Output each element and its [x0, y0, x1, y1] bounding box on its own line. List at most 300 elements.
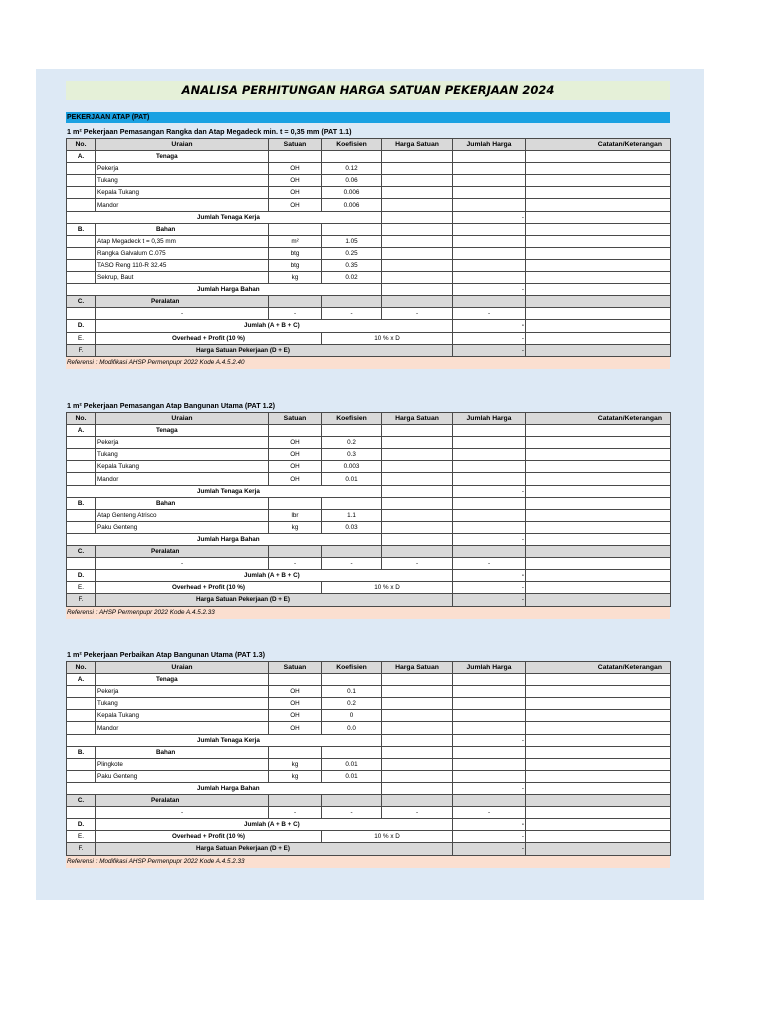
- item-unit[interactable]: OH: [269, 449, 322, 461]
- table-row: [67, 235, 671, 247]
- empty-cell[interactable]: [526, 461, 671, 473]
- empty-cell[interactable]: [453, 710, 526, 722]
- item-unit[interactable]: kg: [269, 770, 322, 782]
- empty-cell[interactable]: [67, 461, 96, 473]
- empty-cell[interactable]: [269, 425, 322, 437]
- empty-cell[interactable]: [526, 497, 671, 509]
- item-coefficient[interactable]: 0.01: [322, 758, 382, 770]
- item-coefficient[interactable]: 1.05: [322, 235, 382, 247]
- item-name[interactable]: Atap Megadeck t = 0,35 mm: [96, 235, 269, 247]
- empty-cell[interactable]: [67, 807, 96, 819]
- row-value[interactable]: -: [453, 332, 526, 344]
- table-row: [67, 272, 671, 284]
- empty-cell[interactable]: [382, 473, 453, 485]
- empty-cell[interactable]: [453, 698, 526, 710]
- empty-cell[interactable]: [526, 247, 671, 259]
- empty-cell[interactable]: [453, 746, 526, 758]
- item-name[interactable]: Paku Genteng: [96, 521, 269, 533]
- empty-cell[interactable]: [382, 259, 453, 271]
- empty-cell[interactable]: [526, 485, 671, 497]
- empty-cell[interactable]: [526, 151, 671, 163]
- item-name[interactable]: Pekerja: [96, 437, 269, 449]
- group-no[interactable]: B.: [67, 223, 96, 235]
- subtotal-value[interactable]: -: [453, 782, 526, 794]
- table-header-row: [67, 139, 671, 151]
- empty-cell[interactable]: [526, 320, 671, 332]
- empty-cell[interactable]: [382, 546, 453, 558]
- header-no[interactable]: No.: [67, 662, 96, 674]
- empty-cell[interactable]: [526, 533, 671, 545]
- row-value[interactable]: -: [453, 320, 526, 332]
- item-name[interactable]: Tukang: [96, 175, 269, 187]
- item-coefficient[interactable]: -: [322, 308, 382, 320]
- item-name[interactable]: -: [96, 807, 269, 819]
- empty-cell[interactable]: [453, 235, 526, 247]
- subtotal-value[interactable]: -: [453, 485, 526, 497]
- group-no[interactable]: A.: [67, 151, 96, 163]
- empty-cell[interactable]: [453, 795, 526, 807]
- item-coefficient[interactable]: 1.1: [322, 509, 382, 521]
- item-name[interactable]: Tukang: [96, 449, 269, 461]
- empty-cell[interactable]: [526, 509, 671, 521]
- item-total[interactable]: -: [453, 308, 526, 320]
- item-name[interactable]: Pekerja: [96, 686, 269, 698]
- empty-cell[interactable]: [382, 722, 453, 734]
- empty-cell[interactable]: [453, 296, 526, 308]
- subtotal-value[interactable]: -: [453, 734, 526, 746]
- empty-cell[interactable]: [526, 582, 671, 594]
- empty-cell[interactable]: [67, 272, 96, 284]
- empty-cell[interactable]: [67, 710, 96, 722]
- empty-cell[interactable]: [453, 175, 526, 187]
- subtotal-value[interactable]: -: [453, 284, 526, 296]
- empty-cell[interactable]: [67, 163, 96, 175]
- group-no[interactable]: A.: [67, 674, 96, 686]
- empty-cell[interactable]: [382, 163, 453, 175]
- table-row: [67, 521, 671, 533]
- empty-cell[interactable]: [67, 722, 96, 734]
- empty-cell[interactable]: [382, 437, 453, 449]
- empty-cell[interactable]: [453, 546, 526, 558]
- item-unit[interactable]: OH: [269, 163, 322, 175]
- item-name[interactable]: Tukang: [96, 698, 269, 710]
- empty-cell[interactable]: [382, 223, 453, 235]
- item-coefficient[interactable]: 0.01: [322, 473, 382, 485]
- item-total[interactable]: -: [453, 558, 526, 570]
- row-value[interactable]: -: [453, 582, 526, 594]
- empty-cell[interactable]: [67, 175, 96, 187]
- header-satuan[interactable]: Satuan: [269, 662, 322, 674]
- item-coefficient[interactable]: 0.0: [322, 722, 382, 734]
- empty-cell[interactable]: [526, 259, 671, 271]
- item-name[interactable]: Kepala Tukang: [96, 187, 269, 199]
- empty-cell[interactable]: [67, 259, 96, 271]
- empty-cell[interactable]: [322, 296, 382, 308]
- empty-cell[interactable]: [67, 187, 96, 199]
- empty-cell[interactable]: [453, 674, 526, 686]
- analysis-section: [66, 400, 670, 619]
- item-coefficient[interactable]: -: [322, 807, 382, 819]
- header-catatan[interactable]: Catatan/Keterangan: [526, 139, 671, 151]
- item-coefficient[interactable]: 0.35: [322, 259, 382, 271]
- empty-cell[interactable]: [67, 509, 96, 521]
- empty-cell[interactable]: [382, 235, 453, 247]
- group-label[interactable]: Peralatan: [96, 546, 269, 558]
- item-coefficient[interactable]: 0.01: [322, 770, 382, 782]
- item-name[interactable]: Atap Genteng Atrisco: [96, 509, 269, 521]
- empty-cell[interactable]: [453, 187, 526, 199]
- empty-cell[interactable]: [322, 425, 382, 437]
- empty-cell[interactable]: [382, 710, 453, 722]
- item-name[interactable]: -: [96, 558, 269, 570]
- empty-cell[interactable]: [453, 722, 526, 734]
- empty-cell[interactable]: [526, 199, 671, 211]
- item-coefficient[interactable]: 0: [322, 710, 382, 722]
- group-label[interactable]: Bahan: [96, 497, 269, 509]
- table-row: [67, 449, 671, 461]
- item-name[interactable]: TASO Reng 110-R 32.45: [96, 259, 269, 271]
- item-name[interactable]: Paku Genteng: [96, 770, 269, 782]
- empty-cell[interactable]: [382, 425, 453, 437]
- empty-cell[interactable]: [526, 344, 671, 356]
- empty-cell[interactable]: [67, 521, 96, 533]
- empty-cell[interactable]: [526, 449, 671, 461]
- item-coefficient[interactable]: 0.006: [322, 199, 382, 211]
- empty-cell[interactable]: [382, 698, 453, 710]
- item-unit[interactable]: btg: [269, 259, 322, 271]
- empty-cell[interactable]: [382, 782, 453, 794]
- empty-cell[interactable]: [526, 235, 671, 247]
- empty-cell[interactable]: [382, 674, 453, 686]
- group-no[interactable]: C.: [67, 795, 96, 807]
- table-header-row: [67, 662, 671, 674]
- item-coefficient[interactable]: 0.003: [322, 461, 382, 473]
- empty-cell[interactable]: [67, 199, 96, 211]
- empty-cell[interactable]: [453, 473, 526, 485]
- empty-cell[interactable]: [382, 272, 453, 284]
- empty-cell[interactable]: [67, 308, 96, 320]
- row-label: Overhead + Profit (10 %): [96, 831, 322, 843]
- empty-cell[interactable]: [67, 758, 96, 770]
- empty-cell[interactable]: [453, 259, 526, 271]
- header-satuan[interactable]: Satuan: [269, 139, 322, 151]
- empty-cell[interactable]: [526, 437, 671, 449]
- empty-cell[interactable]: [526, 686, 671, 698]
- item-coefficient[interactable]: 0.06: [322, 175, 382, 187]
- header-satuan[interactable]: Satuan: [269, 413, 322, 425]
- empty-cell[interactable]: [382, 175, 453, 187]
- group-label[interactable]: Tenaga: [96, 151, 269, 163]
- empty-cell[interactable]: [382, 187, 453, 199]
- item-unit[interactable]: OH: [269, 698, 322, 710]
- empty-cell[interactable]: [382, 296, 453, 308]
- empty-cell[interactable]: [526, 175, 671, 187]
- header-koefisien[interactable]: Koefisien: [322, 662, 382, 674]
- empty-cell[interactable]: [382, 211, 453, 223]
- item-coefficient[interactable]: 0.3: [322, 449, 382, 461]
- row-no[interactable]: D.: [67, 320, 96, 332]
- item-unit[interactable]: OH: [269, 461, 322, 473]
- header-jumlah-harga[interactable]: Jumlah Harga: [453, 413, 526, 425]
- item-unit[interactable]: -: [269, 558, 322, 570]
- empty-cell[interactable]: [269, 151, 322, 163]
- empty-cell[interactable]: [382, 461, 453, 473]
- empty-cell[interactable]: [526, 758, 671, 770]
- empty-cell[interactable]: [382, 758, 453, 770]
- item-unit[interactable]: OH: [269, 175, 322, 187]
- item-unit[interactable]: OH: [269, 437, 322, 449]
- empty-cell[interactable]: [526, 770, 671, 782]
- empty-cell[interactable]: [382, 746, 453, 758]
- empty-cell[interactable]: [526, 570, 671, 582]
- empty-cell[interactable]: [382, 151, 453, 163]
- item-name[interactable]: Sekrup, Baut: [96, 272, 269, 284]
- empty-cell[interactable]: [67, 437, 96, 449]
- total-row-f: [67, 843, 671, 855]
- item-price[interactable]: -: [382, 558, 453, 570]
- empty-cell[interactable]: [526, 746, 671, 758]
- group-label[interactable]: Bahan: [96, 746, 269, 758]
- item-name[interactable]: Pekerja: [96, 163, 269, 175]
- empty-cell[interactable]: [382, 533, 453, 545]
- item-price[interactable]: -: [382, 308, 453, 320]
- empty-cell[interactable]: [382, 284, 453, 296]
- subtotal-value[interactable]: -: [453, 533, 526, 545]
- empty-cell[interactable]: [526, 473, 671, 485]
- empty-cell[interactable]: [526, 187, 671, 199]
- empty-cell[interactable]: [526, 425, 671, 437]
- header-uraian[interactable]: Uraian: [96, 413, 269, 425]
- header-no[interactable]: No.: [67, 139, 96, 151]
- item-name[interactable]: Rangka Galvalum C.075: [96, 247, 269, 259]
- empty-cell[interactable]: [322, 223, 382, 235]
- empty-cell[interactable]: [322, 795, 382, 807]
- empty-cell[interactable]: [269, 296, 322, 308]
- empty-cell[interactable]: [526, 795, 671, 807]
- row-no[interactable]: F.: [67, 594, 96, 606]
- row-value[interactable]: -: [453, 831, 526, 843]
- empty-cell[interactable]: [526, 284, 671, 296]
- empty-cell[interactable]: [526, 308, 671, 320]
- empty-cell[interactable]: [526, 843, 671, 855]
- empty-cell[interactable]: [453, 497, 526, 509]
- empty-cell[interactable]: [269, 795, 322, 807]
- empty-cell[interactable]: [526, 546, 671, 558]
- empty-cell[interactable]: [382, 521, 453, 533]
- empty-cell[interactable]: [453, 461, 526, 473]
- group-no[interactable]: A.: [67, 425, 96, 437]
- empty-cell[interactable]: [526, 211, 671, 223]
- item-unit[interactable]: btg: [269, 247, 322, 259]
- header-harga-satuan[interactable]: Harga Satuan: [382, 139, 453, 151]
- empty-cell[interactable]: [322, 546, 382, 558]
- group-no[interactable]: C.: [67, 546, 96, 558]
- group-label[interactable]: Peralatan: [96, 795, 269, 807]
- empty-cell[interactable]: [526, 163, 671, 175]
- empty-cell[interactable]: [322, 497, 382, 509]
- empty-cell[interactable]: [526, 594, 671, 606]
- empty-cell[interactable]: [322, 746, 382, 758]
- empty-cell[interactable]: [67, 698, 96, 710]
- header-harga-satuan[interactable]: Harga Satuan: [382, 413, 453, 425]
- group-no[interactable]: B.: [67, 746, 96, 758]
- subtotal-value[interactable]: -: [453, 211, 526, 223]
- empty-cell[interactable]: [67, 558, 96, 570]
- header-jumlah-harga[interactable]: Jumlah Harga: [453, 662, 526, 674]
- group-label[interactable]: Tenaga: [96, 674, 269, 686]
- item-coefficient[interactable]: 0.12: [322, 163, 382, 175]
- empty-cell[interactable]: [453, 199, 526, 211]
- empty-cell[interactable]: [453, 770, 526, 782]
- empty-cell[interactable]: [526, 710, 671, 722]
- empty-cell[interactable]: [526, 272, 671, 284]
- empty-cell[interactable]: [453, 758, 526, 770]
- header-koefisien[interactable]: Koefisien: [322, 139, 382, 151]
- item-coefficient[interactable]: 0.2: [322, 698, 382, 710]
- item-unit[interactable]: OH: [269, 473, 322, 485]
- group-label[interactable]: Bahan: [96, 223, 269, 235]
- empty-cell[interactable]: [526, 831, 671, 843]
- empty-cell[interactable]: [526, 698, 671, 710]
- empty-cell[interactable]: [526, 332, 671, 344]
- group-label[interactable]: Tenaga: [96, 425, 269, 437]
- empty-cell[interactable]: [67, 473, 96, 485]
- group-label[interactable]: Peralatan: [96, 296, 269, 308]
- header-uraian[interactable]: Uraian: [96, 662, 269, 674]
- row-value[interactable]: -: [453, 594, 526, 606]
- row-no[interactable]: D.: [67, 570, 96, 582]
- row-no[interactable]: D.: [67, 819, 96, 831]
- header-catatan[interactable]: Catatan/Keterangan: [526, 662, 671, 674]
- empty-cell[interactable]: [453, 163, 526, 175]
- item-name[interactable]: Mandor: [96, 199, 269, 211]
- empty-cell[interactable]: [67, 770, 96, 782]
- item-unit[interactable]: OH: [269, 686, 322, 698]
- header-catatan[interactable]: Catatan/Keterangan: [526, 413, 671, 425]
- item-name[interactable]: Kepala Tukang: [96, 710, 269, 722]
- empty-cell[interactable]: [453, 686, 526, 698]
- header-no[interactable]: No.: [67, 413, 96, 425]
- empty-cell[interactable]: [382, 734, 453, 746]
- empty-cell[interactable]: [67, 686, 96, 698]
- empty-cell[interactable]: [269, 223, 322, 235]
- empty-cell[interactable]: [269, 674, 322, 686]
- item-unit[interactable]: OH: [269, 710, 322, 722]
- item-coefficient[interactable]: 0.25: [322, 247, 382, 259]
- empty-cell[interactable]: [526, 734, 671, 746]
- empty-cell[interactable]: [269, 746, 322, 758]
- header-jumlah-harga[interactable]: Jumlah Harga: [453, 139, 526, 151]
- empty-cell[interactable]: [67, 235, 96, 247]
- item-coefficient[interactable]: 0.02: [322, 272, 382, 284]
- empty-cell[interactable]: [526, 674, 671, 686]
- header-harga-satuan[interactable]: Harga Satuan: [382, 662, 453, 674]
- item-name[interactable]: -: [96, 308, 269, 320]
- item-unit[interactable]: kg: [269, 521, 322, 533]
- empty-cell[interactable]: [453, 272, 526, 284]
- empty-cell[interactable]: [526, 558, 671, 570]
- row-value[interactable]: -: [453, 843, 526, 855]
- empty-cell[interactable]: [453, 521, 526, 533]
- empty-cell[interactable]: [453, 437, 526, 449]
- empty-cell[interactable]: [526, 296, 671, 308]
- empty-cell[interactable]: [382, 497, 453, 509]
- empty-cell[interactable]: [526, 521, 671, 533]
- item-unit[interactable]: OH: [269, 722, 322, 734]
- item-coefficient[interactable]: 0.006: [322, 187, 382, 199]
- group-no[interactable]: B.: [67, 497, 96, 509]
- item-unit[interactable]: lbr: [269, 509, 322, 521]
- empty-cell[interactable]: [269, 497, 322, 509]
- row-value[interactable]: -: [453, 819, 526, 831]
- empty-cell[interactable]: [453, 449, 526, 461]
- item-total[interactable]: -: [453, 807, 526, 819]
- empty-cell[interactable]: [453, 425, 526, 437]
- item-unit[interactable]: OH: [269, 199, 322, 211]
- empty-cell[interactable]: [453, 247, 526, 259]
- item-unit[interactable]: OH: [269, 187, 322, 199]
- header-koefisien[interactable]: Koefisien: [322, 413, 382, 425]
- row-no[interactable]: F.: [67, 344, 96, 356]
- empty-cell[interactable]: [453, 223, 526, 235]
- empty-cell[interactable]: [526, 722, 671, 734]
- empty-cell[interactable]: [382, 509, 453, 521]
- item-name[interactable]: Mandor: [96, 473, 269, 485]
- row-value[interactable]: -: [453, 570, 526, 582]
- row-no[interactable]: E.: [67, 582, 96, 594]
- item-name[interactable]: Mandor: [96, 722, 269, 734]
- group-no[interactable]: C.: [67, 296, 96, 308]
- row-no[interactable]: E.: [67, 831, 96, 843]
- empty-cell[interactable]: [382, 449, 453, 461]
- item-price[interactable]: -: [382, 807, 453, 819]
- item-coefficient[interactable]: 0.2: [322, 437, 382, 449]
- empty-cell[interactable]: [526, 782, 671, 794]
- item-unit[interactable]: m²: [269, 235, 322, 247]
- empty-cell[interactable]: [382, 686, 453, 698]
- header-uraian[interactable]: Uraian: [96, 139, 269, 151]
- empty-cell[interactable]: [382, 770, 453, 782]
- empty-cell[interactable]: [526, 807, 671, 819]
- item-coefficient[interactable]: -: [322, 558, 382, 570]
- empty-cell[interactable]: [526, 223, 671, 235]
- item-unit[interactable]: -: [269, 308, 322, 320]
- empty-cell[interactable]: [382, 795, 453, 807]
- item-coefficient[interactable]: 0.03: [322, 521, 382, 533]
- empty-cell[interactable]: [453, 509, 526, 521]
- item-unit[interactable]: kg: [269, 758, 322, 770]
- row-no[interactable]: E.: [67, 332, 96, 344]
- empty-cell[interactable]: [322, 151, 382, 163]
- item-name[interactable]: Plingkote: [96, 758, 269, 770]
- empty-cell[interactable]: [453, 151, 526, 163]
- item-unit[interactable]: -: [269, 807, 322, 819]
- item-name[interactable]: Kepala Tukang: [96, 461, 269, 473]
- empty-cell[interactable]: [382, 485, 453, 497]
- row-no[interactable]: F.: [67, 843, 96, 855]
- empty-cell[interactable]: [269, 546, 322, 558]
- empty-cell[interactable]: [322, 674, 382, 686]
- item-coefficient[interactable]: 0.1: [322, 686, 382, 698]
- empty-cell[interactable]: [382, 247, 453, 259]
- empty-cell[interactable]: [382, 199, 453, 211]
- row-value[interactable]: -: [453, 344, 526, 356]
- item-unit[interactable]: kg: [269, 272, 322, 284]
- category-band: PEKERJAAN ATAP (PAT): [66, 112, 670, 123]
- empty-cell[interactable]: [67, 247, 96, 259]
- empty-cell[interactable]: [526, 819, 671, 831]
- empty-cell[interactable]: [67, 449, 96, 461]
